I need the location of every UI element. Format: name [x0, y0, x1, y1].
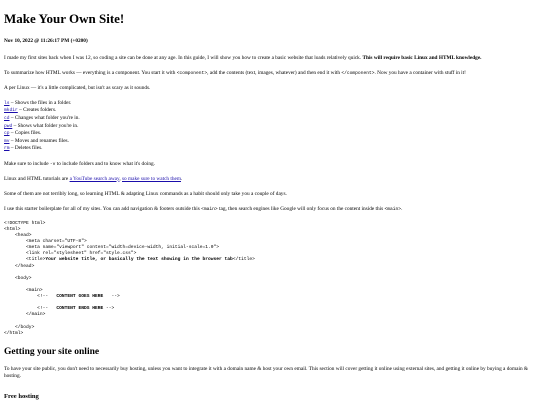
command-item: ls – Shows the files in a folder. [4, 99, 72, 106]
intro-paragraph [4, 55, 532, 63]
code-line: <title>Your website title, or basically the text showing in the browser tab</title> [4, 257, 255, 263]
section-heading-free-hosting: Free hosting [4, 392, 39, 400]
code-main-tag: <main> [384, 206, 402, 212]
code-line: <meta name="viewport" content="width=device-width, initial-scale=1.0"> [4, 245, 220, 251]
code-line: </head> [4, 263, 35, 269]
code-main-tag: <main> [201, 206, 218, 212]
code-line: </html> [4, 330, 24, 336]
boilerplate-code-block [4, 221, 532, 337]
code-line: <!-- CONTENT ENDS HERE --> [4, 306, 115, 312]
intro-text: I made my first sites back when I was 12, so coding a site can be done at any age. In this guide, I will show you how to create a basic website that loads relatively quick. [4, 54, 362, 61]
code-line: <main> [4, 287, 43, 293]
command-item: pwd – Shows what folder you're in. [4, 122, 79, 129]
code-line: <html> [4, 227, 21, 232]
code-v-flag: -v [49, 161, 56, 167]
command-link-cd[interactable]: cd [4, 116, 10, 122]
code-line: </main> [4, 312, 46, 318]
summary-text-1: To summarize how HTML works — everything is a component. You start it with [4, 69, 176, 76]
command-link-ls[interactable]: ls [4, 100, 10, 106]
boilerplate-intro: I use this starter boilerplate for all of my sites. You can add navigation & footers outside this <main> tag, then search engines like Google will only focus on the content inside this <main>. [4, 205, 403, 212]
command-item: cp – Copies files. [4, 130, 42, 137]
command-link-cp[interactable]: cp [4, 131, 10, 137]
code-line: <link rel="stylesheet" href="style.css"> [4, 251, 137, 257]
code-line: <body> [4, 275, 32, 281]
command-link-mkdir[interactable]: mkdir [4, 108, 18, 114]
code-line: </body> [4, 324, 35, 330]
command-link-rm[interactable]: rm [4, 146, 10, 152]
tutorials-paragraph: Linux and HTML tutorials are a YouTube search away, so make sure to watch them. [4, 175, 183, 182]
summary-text-3: . Now you have a container with stuff in it! [374, 69, 466, 76]
code-line: <!DOCTYPE html> [4, 220, 46, 226]
getting-online-paragraph: To have your site public, you don't need to necessarily buy hosting, unless you want to integrate it with a domain name & host your own email. This section will cover getting it online using external sites, and getting it online by buying a domain & hosting. [4, 365, 529, 380]
learning-note: Some of them are not terribly long, so learning HTML & adapting Linux commands as a habit should only take you a couple of days. [4, 190, 287, 197]
html-summary-paragraph [4, 70, 532, 78]
code-line: <!-- CONTENT GOES HERE --> [4, 294, 120, 300]
youtube-search-link[interactable]: a YouTube search away [69, 175, 120, 182]
code-line: <head> [4, 233, 32, 239]
linux-intro: A per Linux — it's a little complicated, but isn't as scary as it sounds. [4, 84, 151, 91]
command-item: mkdir – Creates folders. [4, 107, 57, 114]
intro-requirement: This will require basic Linux and HTML knowledge. [362, 54, 482, 61]
section-heading-getting-online: Getting your site online [4, 346, 100, 357]
command-list [4, 100, 532, 153]
code-component-close: </component> [341, 70, 375, 76]
command-item: rm – Deletes files. [4, 145, 43, 152]
include-v-paragraph: Make sure to include -v to include folders and to know what it's doing. [4, 160, 155, 167]
code-component-open: <component> [176, 70, 208, 76]
command-link-pwd[interactable]: pwd [4, 123, 13, 129]
post-date: Nov 10, 2022 @ 11:26:17 PM (+0200) [4, 38, 88, 44]
page-title: Make Your Own Site! [4, 11, 125, 26]
code-line: <meta charset="UTF-8"> [4, 239, 87, 245]
command-link-mv[interactable]: mv [4, 138, 10, 144]
watch-tutorials-link[interactable]: so make sure to watch them [122, 175, 181, 182]
command-item: mv – Moves and renames files. [4, 137, 69, 144]
summary-text-2: , add the contents (text, images, whatever) and then end it with [207, 69, 341, 76]
command-item: cd – Changes what folder you're in. [4, 115, 80, 122]
